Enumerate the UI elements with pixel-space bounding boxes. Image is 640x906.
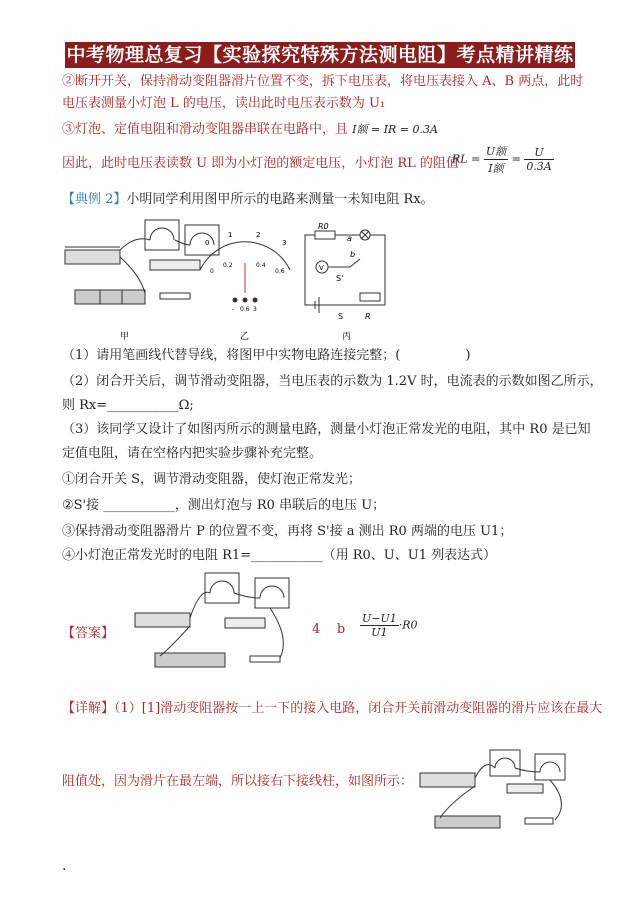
figure-label-b: 乙 [240, 332, 250, 342]
conclusion-formula: RL = $\frac{\text{U额}}{\text{I额}}$ = $\frac{U}{0.3A}$ [452, 145, 552, 175]
step-s2: ②S'接 ___________，测出灯泡与 R0 串联后的电压 U； [62, 498, 386, 513]
step-3-formula: I额 = IR = 0.3A [352, 123, 438, 136]
answer-1: 4 [312, 622, 321, 637]
detail-figure [415, 748, 585, 843]
answer-formula: $\frac{U-U1}{U1}$ ·R0 [362, 612, 418, 639]
step-s3: ③保持滑动变阻器滑片 P 的位置不变，再将 S'接 a 测出 R0 两端的电压 U1； [62, 524, 513, 539]
question-2-continued: 则 Rx=___________Ω; [62, 398, 194, 413]
conclusion: 因此，此时电压表读数 U 即为小灯泡的额定电压，小灯泡 RL 的阻值 [62, 156, 459, 171]
step-s4: ④小灯泡正常发光时的电阻 R1=___________（用 R0、U、U1 列表达式） [62, 548, 497, 563]
figure-c-circuit [305, 230, 385, 313]
detail-tag: 【详解】 [62, 701, 115, 716]
circuit-r0: R0 [318, 222, 329, 231]
figure-group [60, 215, 390, 345]
question-3-continued: 定值电阻，请在空格内把实验步骤补充完整。 [62, 446, 323, 461]
circuit-v: V [319, 264, 324, 272]
detail-line-1: 【详解】（1）[1]滑动变阻器按一上一下的接入电路，闭合开关前滑动变阻器的滑片应该在最大 [62, 701, 603, 716]
circuit-r: R [365, 312, 371, 321]
meter-tick-low-1: 0.2 [223, 262, 233, 269]
meter-tick-3: 3 [282, 239, 287, 247]
figure-a-apparatus [65, 220, 219, 304]
meter-tick-2: 2 [256, 231, 261, 239]
circuit-a: a [347, 234, 352, 243]
step-3: ③灯泡、定值电阻和滑动变阻器串联在电路中，且 I额 = IR = 0.3A [62, 122, 438, 137]
circuit-b: b [350, 250, 356, 259]
circuit-s: S [338, 312, 344, 321]
meter-tick-low-2: 0.4 [256, 262, 266, 269]
meter-tick-low-3: 0.6 [275, 268, 285, 275]
meter-terminal-06: 0.6 [240, 306, 250, 313]
meter-tick-0: 0 [205, 239, 210, 247]
answer-figure [130, 568, 300, 678]
meter-terminal-neg: - [232, 306, 235, 313]
answer-tag: 【答案】 [62, 626, 115, 641]
question-3: （3）该同学又设计了如图丙所示的测量电路，测量小灯泡正常发光的电阻，其中 R0 是已知 [62, 422, 591, 437]
circuit-s2: S' [336, 274, 344, 283]
figure-label-a: 甲 [120, 332, 130, 342]
footer-dot: . [62, 858, 67, 874]
step-2: ②断开开关，保持滑动变阻器滑片位置不变，拆下电压表，将电压表接入 A、B 两点，此时 [62, 74, 584, 89]
example-2: 【典例 2】小明同学利用图甲所示的电路来测量一未知电阻 Rx。 [62, 192, 434, 207]
answer-2: b [336, 622, 346, 637]
page-title: 中考物理总复习【实验探究特殊方法测电阻】考点精讲精练 [66, 44, 574, 66]
figure-label-c: 丙 [342, 332, 352, 342]
detail-line-2: 阻值处，因为滑片在最左端，所以接右下接线柱，如图所示： [62, 774, 414, 789]
question-1: （1）请用笔画线代替导线，将图甲中实物电路连接完整；( ) [62, 348, 471, 363]
step-s1: ①闭合开关 S，调节滑动变阻器，使灯泡正常发光； [62, 472, 362, 487]
meter-terminal-3: 3 [253, 306, 257, 313]
answer-row [62, 622, 114, 641]
meter-tick-low-0: 0 [210, 268, 214, 275]
step-2-continued: 电压表测量小灯泡 L 的电压，读出此时电压表示数为 U₁ [62, 96, 386, 111]
example-tag: 【典例 2】 [62, 192, 127, 207]
meter-tick-1: 1 [228, 231, 233, 239]
question-2: （2）闭合开关后，调节滑动变阻器，当电压表的示数为 1.2V 时，电流表的示数如图乙所示， [62, 374, 603, 389]
answer-values [312, 622, 345, 637]
